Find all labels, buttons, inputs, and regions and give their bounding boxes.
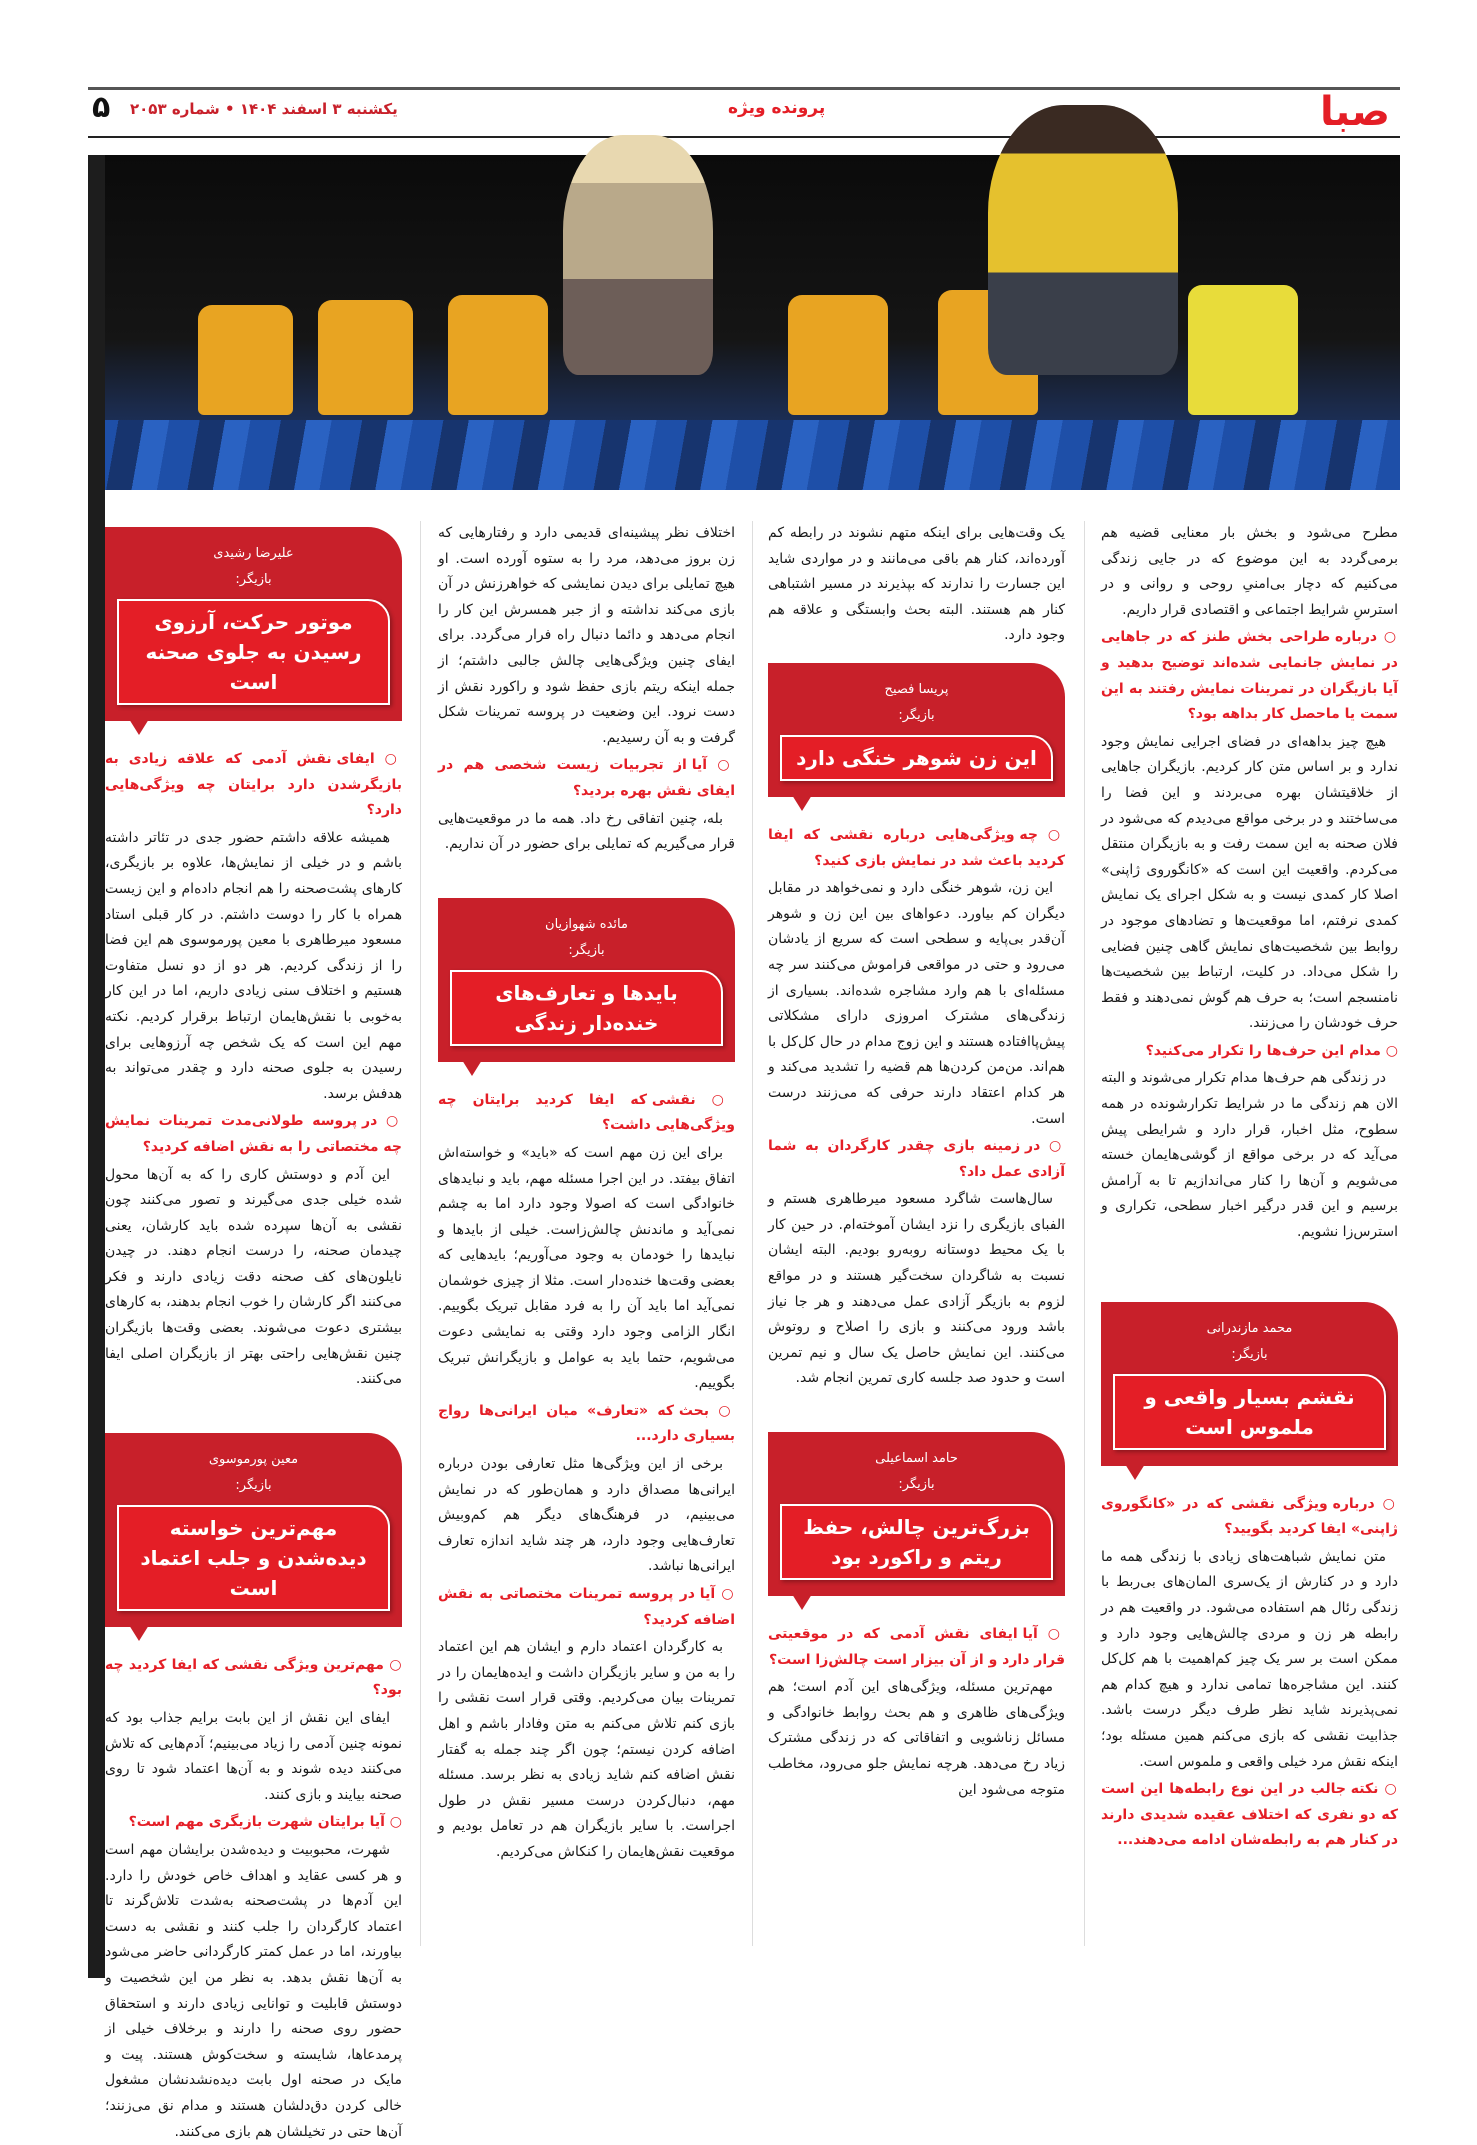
interview-card — [105, 527, 402, 721]
stage-photo — [88, 155, 1400, 490]
question: ○ آیا ایفای نقش آدمی که در موقعیتی قرار دارد و از آن بیزار است چالش‌زا است؟ — [768, 1622, 1065, 1673]
interviewee-role: بازیگر: — [235, 1477, 272, 1493]
interview-headline: بزرگ‌ترین چالش، حفظ ریتم و راکورد بود — [780, 1504, 1053, 1580]
header-bottom-rule — [88, 136, 1400, 138]
actor-figure — [988, 105, 1178, 375]
question: ○ چه ویژگی‌هایی درباره نقشی که ایفا کردید باعث شد در نمایش بازی کنید؟ — [768, 823, 1065, 874]
speech-tail — [1125, 1464, 1145, 1480]
paragraph: مهم‌ترین مسئله، ویژگی‌های این آدم است؛ هم ویژگی‌های ظاهری و هم بحث روابط خانوادگی و مسائل زناشویی و اتفاقاتی که در زندگی مشترک زیاد رخ می‌دهد. هرچه نمایش جلو می‌رود، مخاطب متوجه می‌شود این — [768, 1679, 1065, 1798]
header-top-rule — [88, 87, 1400, 90]
speech-tail — [462, 1060, 482, 1076]
question: ○ نکته جالب در این نوع رابطه‌ها این است که دو نفری که اختلاف عقیده شدیدی دارند در کنار هم به رابطه‌شان ادامه می‌دهند... — [1101, 1777, 1398, 1854]
question: ○ ایفای نقش آدمی که علاقه زیادی به بازیگرشدن دارد برایتان چه ویژگی‌هایی دارد؟ — [105, 747, 402, 824]
paragraph: همیشه علاقه داشتم حضور جدی در تئاتر داشته باشم و در خیلی از نمایش‌ها، علاوه بر بازیگری، کارهای پشت‌صحنه را هم انجام داده‌ام و این زیست همراه با کار را دوست داشتم. در کار قبلی استاد مسعود میرطاهری با معین پورموسوی هم این فضا را از زندگی کردیم. هر دو از دو نسل متفاوت هستیم و اختلاف سنی زیادی داریم، اما در این کار به‌خوبی با نقش‌هایمان ارتباط برقرار کردیم. نکته مهم این است که یک شخص چه آرزوهایی برای رسیدن به جلوی صحنه دارد و چقدر می‌تواند به هدفش برسد. — [105, 829, 402, 1102]
question: ○ مدام این حرف‌ها را تکرار می‌کنید؟ — [1101, 1039, 1398, 1065]
paragraph: در زندگی هم حرف‌ها مدام تکرار می‌شوند و البته الان هم زندگی ما در شرایط تکرارشونده در همه سطوح، مثل اخبار، قرار دارد و شرایطی پیش می‌آید که در برخی مواقع از گوشی‌هایمان خسته می‌شویم و آن‌ها را کنار می‌اندازیم تا به آرامش برسیم و این قدر درگیر اخبار سطحی، تکراری و استرس‌زا نشویم. — [1101, 1070, 1398, 1241]
interviewee-role: بازیگر: — [1231, 1346, 1268, 1362]
question: ○ بحث که «تعارف» میان ایرانی‌ها رواج بسیاری دارد... — [438, 1399, 735, 1450]
paragraph: یک وقت‌هایی برای اینکه متهم نشوند در رابطه کم آورده‌اند، کنار هم باقی می‌مانند و در مواردی شاید این جسارت را ندارند که بپذیرند در مسیر اشتباهی کنار هم هستند. البته بحث وابستگی و علاقه هم وجود دارد. — [768, 525, 1065, 644]
paragraph: شهرت، محبوبیت و دیده‌شدن برایشان مهم است و هر کسی عقاید و اهداف خاص خودش را دارد. این آدم‌ها در پشت‌صحنه به‌شدت تلاش‌گرند تا اعتماد کارگردان را جلب کنند و نقشی به دست بیاورند، اما در عمل کمتر کارگردانی حاضر می‌شود به آن‌ها نقش بدهد. به نظر من این شخصیت و دوستش قابلیت و توانایی زیادی دارند و استحقاق حضور روی صحنه را دارند و برخلاف خیلی از پرمدعاها، شایسته و سخت‌کوش هستند. پیت و مایک در صحنه اول بابت دیده‌نشدنشان مشغول خالی کردن دق‌دلشان هستند و مدام نق می‌زنند؛ آن‌ها حتی در تخیلشان هم بازی می‌کنند. — [105, 1842, 402, 2140]
question: ○ درباره ویژگی نقشی که در «کانگوروی ژاپنی» ایفا کردید بگویید؟ — [1101, 1492, 1398, 1543]
interview-card — [768, 663, 1065, 797]
interview-card — [105, 1433, 402, 1627]
interviewee-name: علیرضا رشیدی — [213, 546, 294, 561]
column-divider — [1084, 521, 1085, 1946]
issue-date: یکشنبه ۳ اسفند ۱۴۰۴ • شماره ۲۰۵۳ — [130, 100, 398, 118]
speech-tail — [792, 795, 812, 811]
blue-plastic-floor — [88, 420, 1400, 490]
paragraph: سال‌هاست شاگرد مسعود میرطاهری هستم و الفبای بازیگری را نزد ایشان آموخته‌ام. در حین کار با یک محیط دوستانه روبه‌رو بودیم. البته ایشان نسبت به شاگردان سخت‌گیر هستند و در مواقع لزوم به بازیگر آزادی عمل می‌دهند و هر جا نیاز باشد ورود می‌کنند و بازی را اصلاح و روتوش می‌کنند. این نمایش حاصل یک سال و نیم تمرین است و حدود صد جلسه کاری تمرین انجام شد. — [768, 1191, 1065, 1387]
question: ○ درباره طراحی بخش طنز که در جاهایی در نمایش جانمایی شده‌اند توضیح بدهید و آیا بازیگران در تمرینات نمایش رفتند به این سمت یا ماحصل کار بداهه بود؟ — [1101, 625, 1398, 727]
column-divider — [752, 521, 753, 1946]
paragraph: بله، چنین اتفاقی رخ داد. همه ما در موقعیت‌هایی قرار می‌گیریم که تمایلی برای حضور در آن نداریم. — [438, 810, 735, 853]
interview-headline: مهم‌ترین خواسته دیده‌شدن و جلب اعتماد است — [117, 1505, 390, 1611]
chair — [448, 295, 548, 415]
section-title: پرونده ویژه — [728, 98, 826, 118]
question: ○ در زمینه بازی چقدر کارگردان به شما آزادی عمل داد؟ — [768, 1134, 1065, 1185]
actress-figure — [563, 135, 713, 375]
question: ○ در پروسه طولانی‌مدت تمرینات نمایش چه مختصاتی را به نقش اضافه کردید؟ — [105, 1109, 402, 1160]
chair — [788, 295, 888, 415]
interview-card — [1101, 1302, 1398, 1466]
paragraph: برخی از این ویژگی‌ها مثل تعارفی بودن درباره ایرانی‌ها مصداق دارد و همان‌طور که در نمایش می‌بینیم، در فرهنگ‌های دیگر هم کم‌وبیش تعارف‌هایی وجود دارد، هر چند شاید اندازه تعارف ایرانی‌ها نباشد. — [438, 1456, 735, 1575]
column-2 — [768, 521, 1065, 1946]
interviewee-role: بازیگر: — [898, 707, 935, 723]
interviewee-role: بازیگر: — [898, 1477, 935, 1493]
interviewee-name: محمد مازندرانی — [1206, 1320, 1293, 1336]
interviewee-name: پریسا فصیح — [884, 681, 949, 697]
newspaper-logo: صبا — [1320, 89, 1390, 135]
question: ○ آیا در پروسه تمرینات مختصاتی به نقش اضافه کردید؟ — [438, 1582, 735, 1633]
interviewee-name: معین پورموسوی — [208, 1451, 299, 1467]
question: ○ آیا برایتان شهرت بازیگری مهم است؟ — [105, 1810, 402, 1836]
column-4 — [105, 521, 402, 2140]
interview-headline: بایدها و تعارف‌های خنده‌دار زندگی — [450, 970, 723, 1046]
paragraph: برای این زن مهم است که «باید» و خواسته‌اش اتفاق بیفتد. در این اجرا مسئله مهم، باید و نبایدهای خانوادگی است که اصولا وجود دارد اما به چشم نمی‌آید و ماندنش چالش‌زاست. خیلی از بایدها و نبایدها را خودمان به وجود می‌آوریم؛ بایدهایی که بعضی وقت‌ها خنده‌دار است. مثلا از چیزی خوشمان نمی‌آید اما باید آن را به فرد مقابل تبریک بگوییم. انگار الزامی وجود دارد وقتی به نمایشی دعوت می‌شویم، حتما باید به عوامل و بازیگرانش تبریک بگوییم. — [438, 1144, 735, 1392]
interview-headline: موتور حرکت، آرزوی رسیدن به جلوی صحنه است — [117, 599, 390, 705]
chair — [198, 305, 293, 415]
left-margin-bar — [88, 155, 105, 1978]
paragraph: هیچ چیز بداهه‌ای در فضای اجرایی نمایش وجود ندارد و بر اساس متن کار کردیم. بازیگران جاهایی از خلاقیتشان بهره می‌بردند و این فضا را می‌ساختند و در برخی مواقع می‌دیدم که می‌شود در فلان صحنه به این سمت رفت و به بازیگران منتقل می‌کردم. واقعیت این است که «کانگوروی ژاپنی» اصلا کار کمدی نیست و به شکل اجرای یک نمایش کمدی نرفتم، اما موقعیت‌ها و تضادهای موجود در روابط بین شخصیت‌های نمایش گاهی چنین فضایی را شکل می‌داد. در کلیت، ارتباط بین شخصیت‌ها نامنسجم است؛ به حرف هم گوش نمی‌دهند و فقط حرف خودشان را می‌زنند. — [1101, 733, 1398, 1032]
interviewee-name: مائده شهوازیان — [545, 916, 628, 932]
interview-headline: نقشم بسیار واقعی و ملموس است — [1113, 1374, 1386, 1450]
interviewee-role: بازیگر: — [235, 572, 272, 587]
paragraph: اختلاف نظر پیشینه‌ای قدیمی دارد و رفتارهایی که زن بروز می‌دهد، مرد را به ستوه آورده است. او هیچ تمایلی برای دیدن نمایشی که خواهرزنش در آن بازی می‌کند نداشته و از جبر همسرش این کار را انجام می‌دهد و دائما دنبال راه فرار می‌گردد. برای ایفای چنین ویژگی‌هایی چالش جالبی داشتم؛ از جمله اینکه ریتم بازی حفظ شود و راکورد نقش از دست نرود. این وضعیت در پروسه تمرینات شکل گرفت و به آن رسیدیم. — [438, 525, 735, 746]
chair — [318, 300, 413, 415]
column-divider — [420, 521, 421, 1946]
paragraph: متن نمایش شباهت‌های زیادی با زندگی همه ما دارد و در کنارش از یک‌سری المان‌های بی‌ربط با زندگی رئال هم استفاده می‌شود. در واقعیت هم در رابطه هر زن و مردی چالش‌هایی وجود دارد و ممکن است بر سر یک چیز کم‌اهمیت با هم کل‌کل کنند. این مشاجره‌ها تمامی ندارد و هیچ کدام هم نمی‌پذیرند شاید نظر طرف دیگر درست باشد. جذابیت نقشی که بازی می‌کنم همین مسئله بود؛ اینکه نقش مرد خیلی واقعی و ملموس است. — [1101, 1548, 1398, 1770]
paragraph: به کارگردان اعتماد دارم و ایشان هم این اعتماد را به من و سایر بازیگران داشت و ایده‌هایمان را در تمرینات بیان می‌کردیم. وقتی قرار است نقشی را بازی کنم تلاش می‌کنم به متن وفادار باشم و اهل اضافه کردن نیستم؛ چون اگر چند جمله به گفتار نقش اضافه کنم شاید زیادی به نظر برسد. مسئله مهم، دنبال‌کردن درست مسیر نقش در طول اجراست. با سایر بازیگران هم در تعامل بودیم و موقعیت نقش‌هایمان را کنکاش می‌کردیم. — [438, 1639, 735, 1860]
column-1 — [1101, 521, 1398, 1946]
paragraph: این آدم و دوستش کاری را که به آن‌ها محول شده خیلی جدی می‌گیرند و تصور می‌کنند چون نقشی به آن‌ها سپرده شده باید کارشان، یعنی چیدمان صحنه، را درست انجام دهند. در چیدن نایلون‌های کف صحنه دقت زیادی دارند و فکر می‌کنند اگر کارشان را خوب انجام بدهند، به کارهای بیشتری دعوت می‌شوند. بعضی وقت‌ها بازیگران چنین نقش‌هایی راحتی بهتر از بازیگران اصلی ایفا می‌کنند. — [105, 1166, 402, 1388]
speech-tail — [129, 719, 149, 735]
question: ○ نقشی که ایفا کردید برایتان چه ویژگی‌هایی داشت؟ — [438, 1088, 735, 1139]
chair — [1188, 285, 1298, 415]
page-header — [88, 89, 1400, 136]
speech-tail — [792, 1594, 812, 1610]
paragraph: این زن، شوهر خنگی دارد و نمی‌خواهد در مقابل دیگران کم بیاورد. دعواهای بین این زن و شوهر آن‌قدر بی‌پایه و سطحی است که سریع از یادشان می‌رود و حتی در مواقعی فراموش می‌کنند سر چه مسئله‌ای با هم وارد مشاجره شده‌اند. بسیاری از زندگی‌های مشترک امروزی دارای مشکلاتی پیش‌پاافتاده هستند و این زوج مدام در حال کل‌کل با هم‌اند. من‌من کردن‌ها هم قضیه را تشدید می‌کند و هر کدام اعتقاد دارند حرفی که می‌زنند درست است. — [768, 880, 1065, 1127]
interview-card — [438, 898, 735, 1062]
question: ○ آیا از تجربیات زیست شخصی هم در ایفای نقش بهره بردید؟ — [438, 753, 735, 804]
interview-headline: این زن شوهر خنگی دارد — [780, 735, 1053, 781]
interviewee-name: حامد اسماعیلی — [875, 1451, 958, 1467]
interview-card — [768, 1432, 1065, 1596]
paragraph: ایفای این نقش از این بابت برایم جذاب بود که نمونه چنین آدمی را زیاد می‌بینیم؛ آدم‌هایی که تلاش می‌کنند دیده شوند و به آن‌ها اعتماد شود تا روی صحنه بیایند و بازی کنند. — [105, 1710, 402, 1803]
question: ○ مهم‌ترین ویژگی نقشی که ایفا کردید چه بود؟ — [105, 1653, 402, 1704]
interviewee-role: بازیگر: — [568, 942, 605, 958]
page-number: ۵ — [92, 90, 111, 125]
paragraph: مطرح می‌شود و بخش بار معنایی قضیه هم برمی‌گردد به این موضوع که در جایی زندگی می‌کنیم که دچار بی‌امنیِ روحی و روانی و در استرسِ شرایط اجتماعی و اقتصادی قرار داریم. — [1101, 525, 1398, 618]
speech-tail — [129, 1625, 149, 1641]
column-3 — [438, 521, 735, 1946]
